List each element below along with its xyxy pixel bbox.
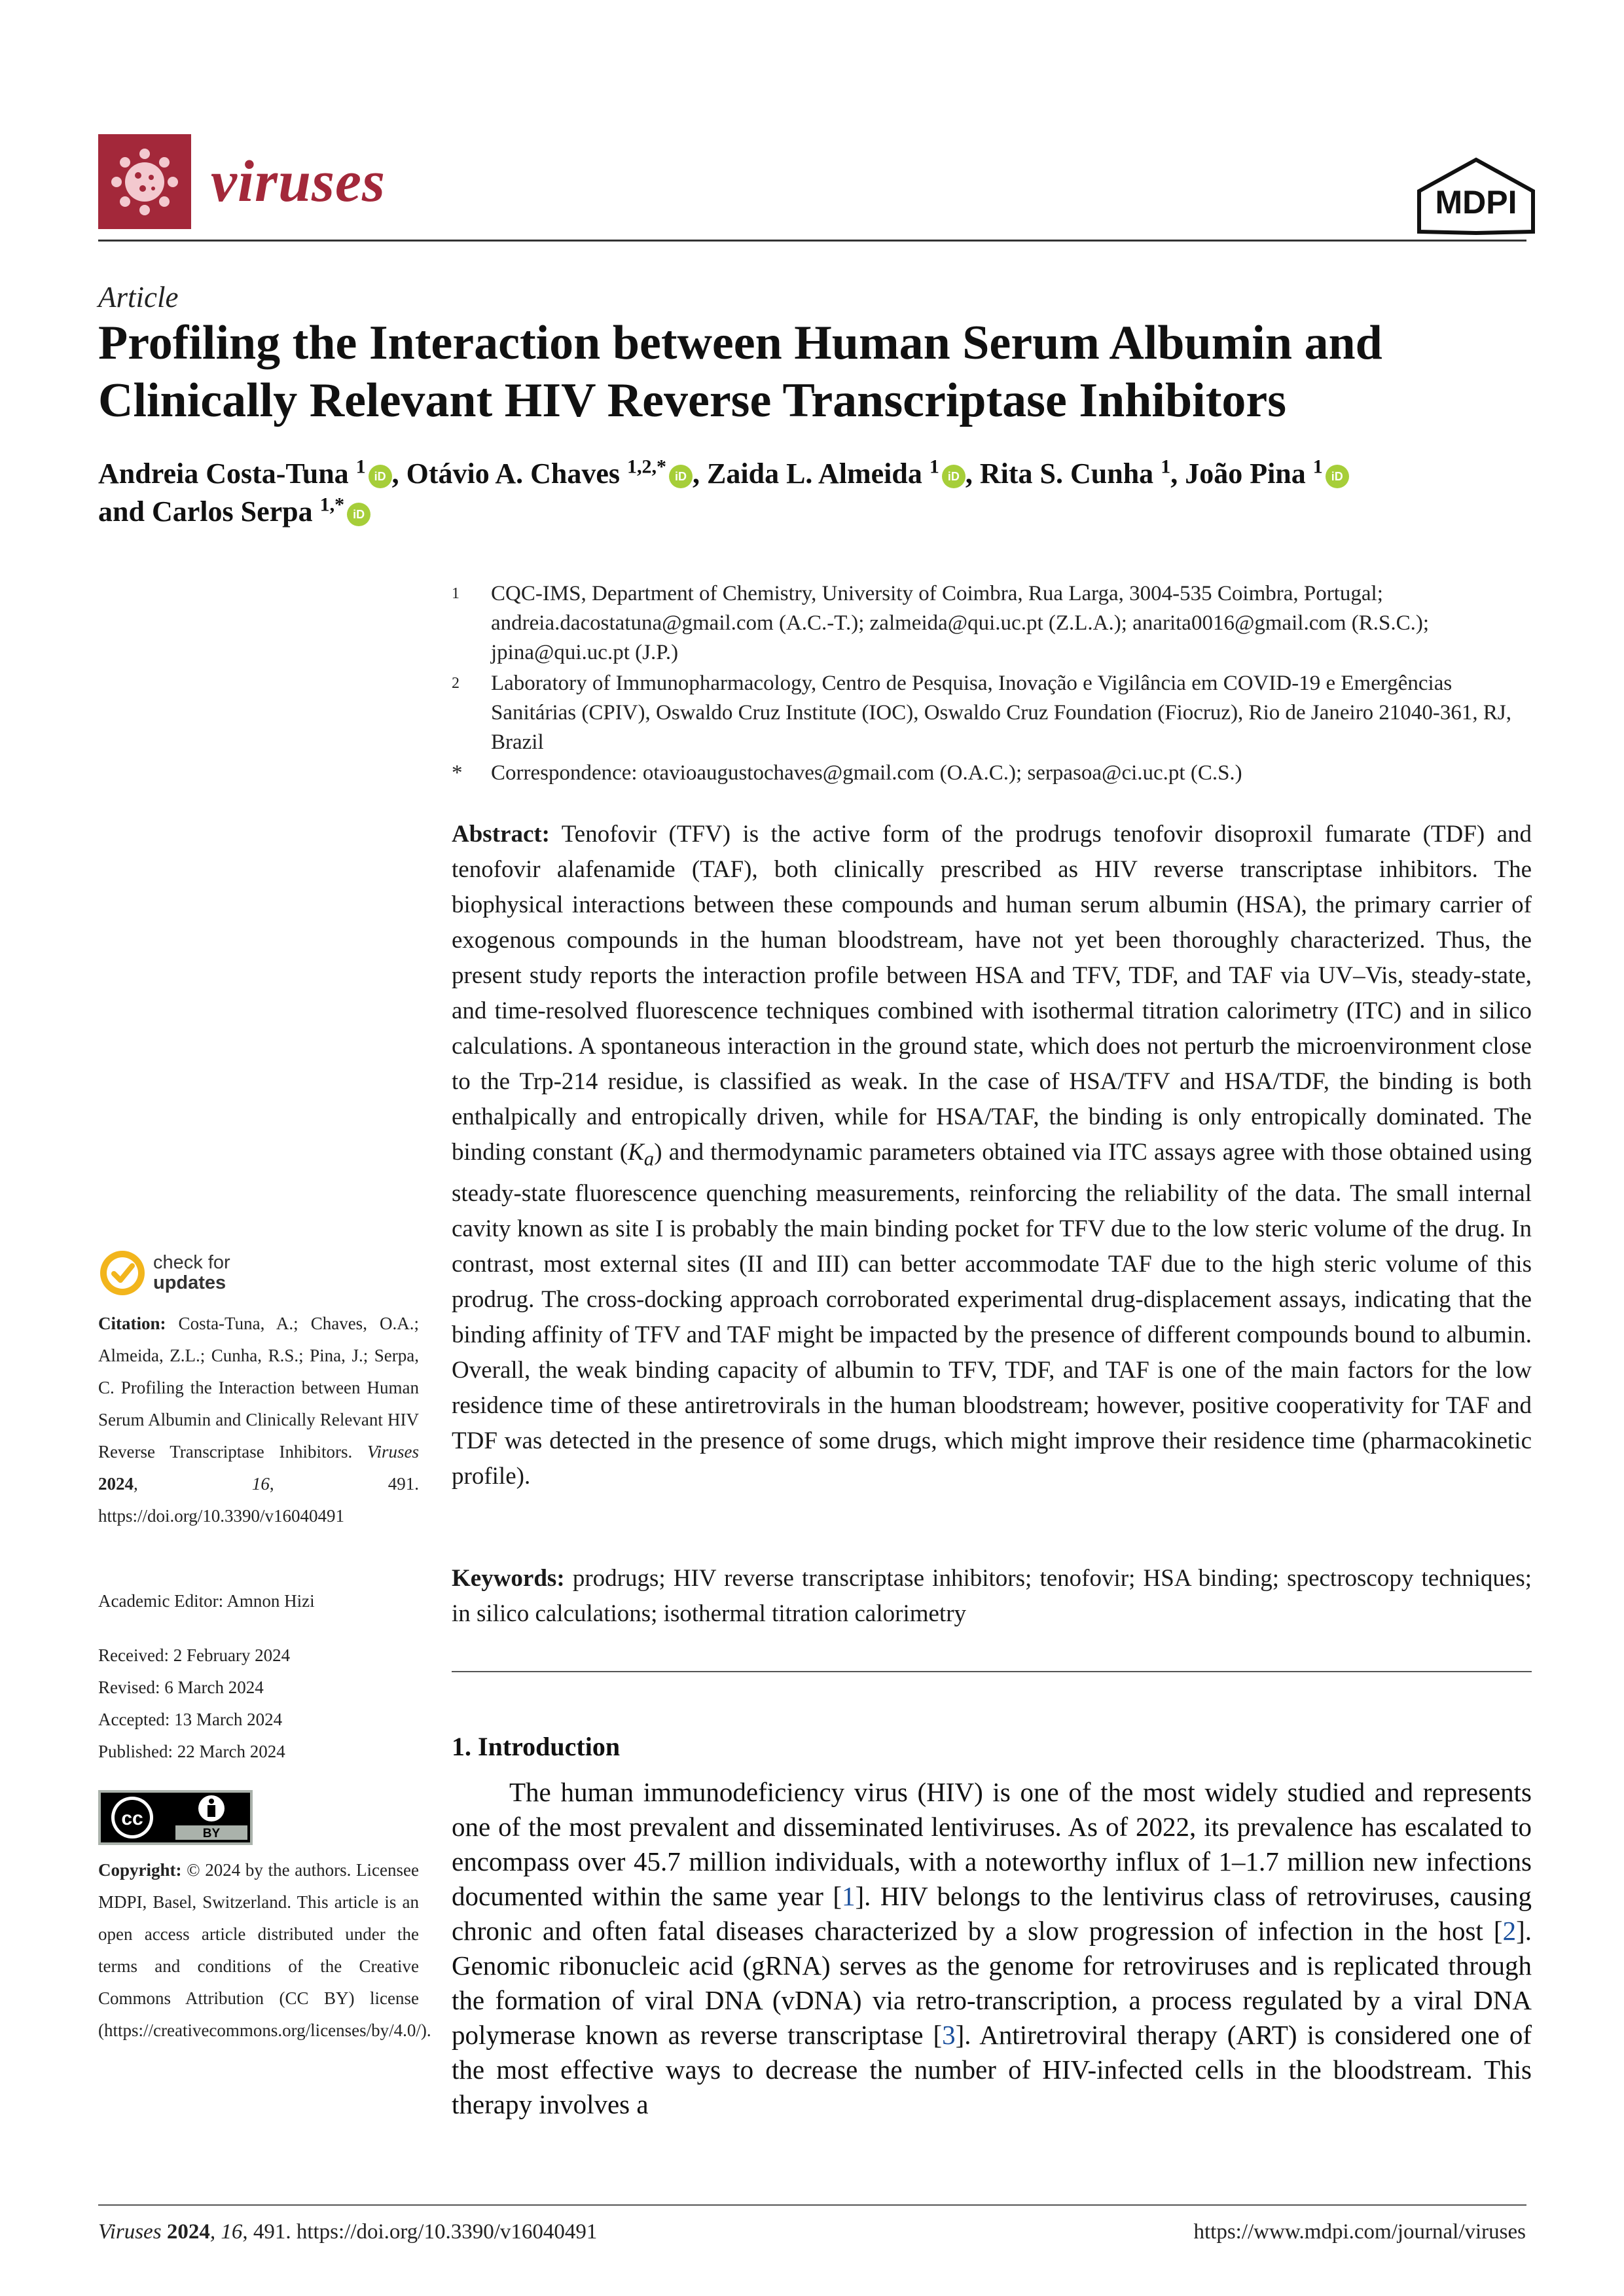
correspondence-mark: * (452, 761, 463, 785)
citation: Citation: Costa-Tuna, A.; Chaves, O.A.; Almeida, Z.L.; Cunha, R.S.; Pina, J.; Serpa, C. Profiling the Interaction between Human Serum Albumin and Clinically Relevant HIV Reverse Transcriptase Inhibitors. Viruses 2024, 16, 491. https://doi.org/10.3390/v16040491 (98, 1314, 419, 1526)
date-received: Received: 2 February 2024 (98, 1645, 291, 1665)
footer-journal-url[interactable]: https://www.mdpi.com/journal/viruses (1193, 2220, 1526, 2244)
author-list: Andreia Costa-Tuna $^1$ iD , Otávio A. Chaves $^{1,2,*}$ iD , Zaida L. Almeida $^1$ iD , Rita S. Cunha $^1$, João Pina $^1$ iD and Carlos Serpa $^{1,*}$ iD (98, 455, 1538, 531)
date-accepted: Accepted: 13 March 2024 (98, 1710, 283, 1729)
mdpi-logo[interactable] (1414, 157, 1538, 236)
keywords-text: prodrugs; HIV reverse transcriptase inhibitors; tenofovir; HSA binding; spectroscopy techniques; in silico calculations; isothermal titration calorimetry (452, 1565, 1532, 1627)
author-affiliation-mark: 1 (1312, 456, 1323, 478)
orcid-icon[interactable]: iD (942, 465, 965, 488)
journal-name: viruses (211, 149, 386, 214)
affiliations (452, 579, 1532, 789)
reference-link[interactable]: 1 (842, 1881, 856, 1911)
article-title: Profiling the Interaction between Human Serum Albumin and Clinically Relevant HIV Reverse Transcriptase Inhibitors (98, 316, 1382, 427)
affiliation-text: Laboratory of Immunopharmacology, Centro de Pesquisa, Inovação e Vigilância em COVID-19 e Emergências Sanitárias (CPIV), Oswaldo Cruz Institute (IOC), Oswaldo Cruz Foundation (Fiocruz), Rio de Janeiro 21040-361, RJ, Brazil (491, 672, 1512, 754)
author-name: Carlos Serpa (151, 495, 313, 528)
author-affiliation-mark: 1,2,* (627, 456, 667, 478)
copyright (98, 1854, 431, 2047)
abstract-text: Tenofovir (TFV) is the active form of the prodrugs tenofovir disoproxil fumarate (TDF) and tenofovir alafenamide (TAF), both clinically prescribed as HIV reverse transcriptase inhibitors. The biophysical interactions between these compounds and human serum albumin (HSA), the primary carrier of exogenous compounds in the human bloodstream, have not yet been thoroughly characterized. Thus, the present study reports the interaction profile between HSA and TFV, TDF, and TAF via UV–Vis, steady-state, and time-resolved fluorescence techniques combined with isothermal titration calorimetry (ITC) and in silico calculations. A spontaneous interaction in the ground state, which does not perturb the microenvironment close to the Trp-214 residue, is classified as weak. In the case of HSA/TFV and HSA/TDF, the binding is both enthalpically and entropically driven, while for HSA/TAF, the binding is only entropically dominated. The binding constant ( (452, 821, 1532, 1166)
orcid-icon[interactable]: iD (669, 465, 693, 488)
author-name: Zaida L. Almeida (707, 457, 922, 490)
footer-divider (98, 2204, 1526, 2206)
binding-constant-symbol: K (628, 1139, 644, 1166)
author-affiliation-mark: 1 (1161, 456, 1171, 478)
author-affiliation-mark: 1 (355, 456, 366, 478)
affiliation-number: 1 (452, 585, 460, 602)
author-affiliation-mark: 1,* (319, 493, 345, 516)
virus-icon (98, 134, 191, 229)
keywords (452, 1561, 1532, 1632)
affiliation-number: 2 (452, 675, 460, 692)
correspondence (452, 759, 1532, 788)
orcid-icon[interactable]: iD (347, 503, 370, 526)
check-updates-line1: check for (153, 1252, 230, 1273)
citation-label: Citation: (98, 1314, 166, 1333)
cc-by-license-badge[interactable] (98, 1790, 253, 1845)
date-published: Published: 22 March 2024 (98, 1742, 285, 1761)
copyright-label: Copyright: (98, 1860, 182, 1880)
header-divider (98, 240, 1526, 242)
orcid-icon[interactable]: iD (369, 465, 392, 488)
abstract-label: Abstract: (452, 821, 550, 848)
author-name: João Pina (1185, 457, 1306, 490)
author-name: Rita S. Cunha (979, 457, 1154, 490)
author-name: Andreia Costa-Tuna (98, 457, 349, 490)
reference-link[interactable]: 2 (1502, 1916, 1517, 1946)
footer-doi[interactable]: , 491. https://doi.org/10.3390/v16040491 (242, 2220, 598, 2244)
orcid-icon[interactable]: iD (1326, 465, 1349, 488)
journal-logo[interactable] (98, 134, 386, 229)
abstract: Abstract: Tenofovir (TFV) is the active form of the prodrugs tenofovir disoproxil fumarate (TDF) and tenofovir alafenamide (TAF), both clinically prescribed as HIV reverse transcriptase inhibitors. The biophysical interactions between these compounds and human serum albumin (HSA), the primary carrier of exogenous compounds in the human bloodstream, have not yet been thoroughly characterized. Thus, the present study reports the interaction profile between HSA and TFV, TDF, and TAF via UV–Vis, steady-state, and time-resolved fluorescence techniques combined with isothermal titration calorimetry (ITC) and in silico calculations. A spontaneous interaction in the ground state, which does not perturb the microenvironment close to the Trp-214 residue, is classified as weak. In the case of HSA/TFV and HSA/TDF, the binding is both enthalpically and entropically driven, while for HSA/TAF, the binding is only entropically dominated. The binding constant $(K_a)$ and thermodynamic parameters obtained via ITC assays agree with those obtained using steady-state fluorescence quenching measurements, reinforcing the reliability of the data. The small internal cavity known as site I is probably the main binding pocket for TFV due to the low steric volume of the drug. In contrast, most external sites (II and III) can better accommodate TAF due to the high steric volume of this prodrug. The cross-docking approach corroborated experimental drug-displacement assays, indicating that the binding affinity of TFV and TAF might be impacted by the presence of different compounds bound to albumin. Overall, the weak binding capacity of albumin to TFV, TDF, and TAF is one of the main factors for the low residence time of these antiretrovirals in the human bloodstream; however, positive cooperativity for TAF and TDF was detected in the presence of some drugs, which might improve their residence time (pharmacokinetic profile). (452, 821, 1532, 1490)
section-divider (452, 1671, 1532, 1672)
publisher-name: MDPI (1435, 184, 1517, 221)
correspondence-text: Correspondence: otavioaugustochaves@gmail.com (O.A.C.); serpasoa@ci.uc.pt (C.S.) (491, 761, 1242, 785)
footer-citation: Viruses 2024, 16, 491. https://doi.org/10.3390/v16040491 (98, 2220, 598, 2244)
section-heading: 1. Introduction (452, 1732, 621, 1761)
by-label: BY (202, 1827, 221, 1840)
citation-doi[interactable]: , 491. https://doi.org/10.3390/v16040491 (98, 1474, 419, 1526)
affiliation-item (452, 669, 1532, 757)
article-dates (98, 1640, 419, 1768)
reference-link[interactable]: 3 (942, 2020, 956, 2050)
abstract-text: ) and thermodynamic parameters obtained via ITC assays agree with those obtained using steady-state fluorescence quenching measurements, reinforcing the reliability of the data. The small internal cavity known as site I is probably the main binding pocket for TFV due to the low steric volume of the drug. In contrast, most external sites (II and III) can better accommodate TAF due to the high steric volume of this prodrug. The cross-docking approach corroborated experimental drug-displacement assays, indicating that the binding affinity of TFV and TAF might be impacted by the presence of different compounds bound to albumin. Overall, the weak binding capacity of albumin to TFV, TDF, and TAF is one of the main factors for the low residence time of these antiretrovirals in the human bloodstream; however, positive cooperativity for TAF and TDF was detected in the presence of some drugs, which might improve their residence time (pharmacokinetic profile). (452, 1139, 1532, 1490)
affiliation-item (452, 579, 1532, 668)
date-revised: Revised: 6 March 2024 (98, 1677, 264, 1697)
check-updates-icon (98, 1249, 147, 1297)
academic-editor: Academic Editor: Amnon Hizi (98, 1591, 315, 1611)
affiliation-text: CQC-IMS, Department of Chemistry, University of Coimbra, Rua Larga, 3004-535 Coimbra, Portugal; andreia.dacostatuna@gmail.com (A.C.-T.); zalmeida@qui.uc.pt (Z.L.A.); anarita0016@gmail.com (R.S.C.); jpina@qui.uc.pt (J.P.) (491, 582, 1430, 664)
keywords-label: Keywords: (452, 1565, 565, 1592)
copyright-text: © 2024 by the authors. Licensee MDPI, Basel, Switzerland. This article is an open access article distributed under the terms and conditions of the Creative Commons Attribution (CC BY) license (https://creativecommons.org/licenses/by/4.0/). (98, 1860, 431, 2040)
author-affiliation-mark: 1 (929, 456, 939, 478)
cc-icon: cc (121, 1808, 143, 1829)
check-updates-line2: updates (153, 1272, 226, 1293)
check-for-updates-button[interactable] (98, 1247, 308, 1299)
intro-paragraph: The human immunodeficiency virus (HIV) is one of the most widely studied and represents one of the most prevalent and disseminated lentiviruses. As of 2022, its prevalence has escalated to encompass over 45.7 million individuals, with a noteworthy influx of 1–1.7 million new infections documented within the same year [1]. HIV belongs to the lentivirus class of retroviruses, causing chronic and often fatal diseases characterized by a slow progression of infection in the host [2]. Genomic ribonucleic acid (gRNA) serves as the genome for retroviruses and is replicated through the formation of viral DNA (vDNA) via retro-transcription, a process regulated by a viral DNA polymerase known as reverse transcriptase [3]. Antiretroviral therapy (ART) is considered one of the most effective ways to decrease the number of HIV-infected cells in the bloodstream. This therapy involves a (452, 1777, 1532, 2119)
article-type: Article (98, 281, 179, 314)
author-name: Otávio A. Chaves (406, 457, 621, 490)
